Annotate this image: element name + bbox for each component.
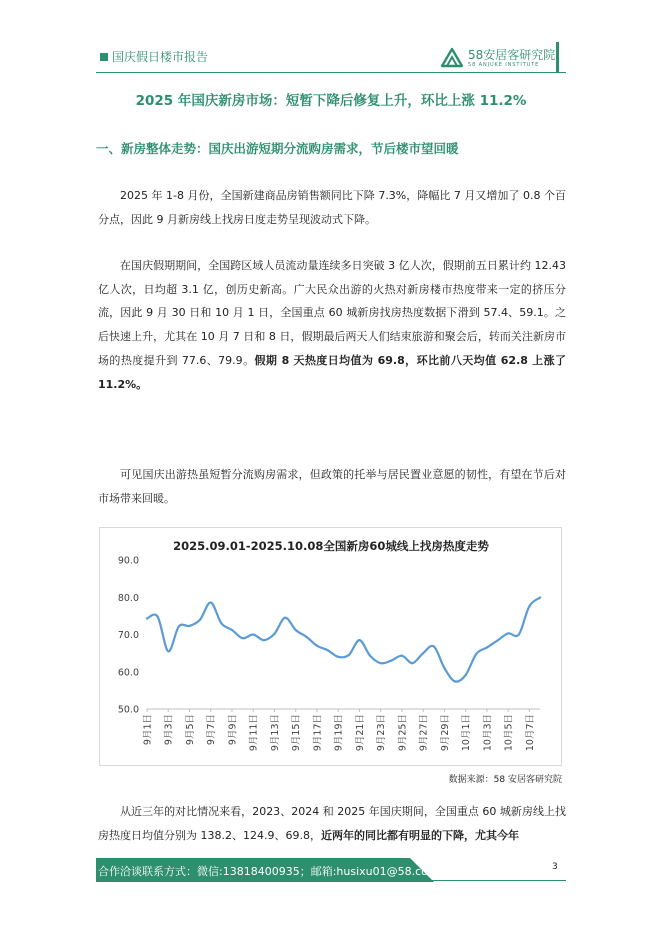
data-point xyxy=(252,633,254,635)
data-source: 数据来源：58 安居客研究院 xyxy=(448,775,562,785)
x-tick-label: 9月21日 xyxy=(354,714,366,752)
y-tick-label: 80.0 xyxy=(117,592,139,604)
data-point xyxy=(199,619,201,621)
paragraph-text: 从近三年的对比情况来看，2023、2024 和 2025 年国庆期间，全国重点 60 城新房线上找房热度日均值分别为 138.2、124.9、69.8， xyxy=(98,805,566,842)
data-point xyxy=(486,646,488,648)
header-marker xyxy=(100,53,108,61)
chart-title: 2025.09.01-2025.10.08全国新房60城线上找房热度走势 xyxy=(173,539,489,553)
series-line xyxy=(147,598,540,682)
x-tick-label: 9月9日 xyxy=(227,714,239,746)
paragraph-comparison xyxy=(98,800,566,847)
x-tick-label: 9月5日 xyxy=(184,714,196,746)
data-point xyxy=(263,639,265,641)
header-title: 国庆假日楼市报告 xyxy=(112,50,209,64)
x-tick-label: 9月17日 xyxy=(312,714,324,752)
data-point xyxy=(539,597,541,599)
data-point xyxy=(528,605,530,607)
data-point xyxy=(422,652,424,654)
data-point xyxy=(411,662,413,664)
data-point xyxy=(454,680,456,682)
data-point xyxy=(380,662,382,664)
x-tick-label: 9月15日 xyxy=(291,714,303,752)
x-tick-label: 9月1日 xyxy=(142,714,154,746)
institute-logo xyxy=(440,44,558,72)
x-tick-label: 9月13日 xyxy=(269,714,281,752)
data-point xyxy=(390,660,392,662)
paragraph-holiday-travel xyxy=(98,254,566,396)
data-point xyxy=(157,616,159,618)
data-point xyxy=(337,656,339,658)
data-point xyxy=(443,667,445,669)
data-point xyxy=(295,629,297,631)
data-point xyxy=(316,645,318,647)
logo-name: 58安居客研究院 xyxy=(468,48,556,62)
paragraph-highlight: 假期 8 天热度日均值为 69.8，环比前八天均值 62.8 上涨了 11.2%。 xyxy=(98,353,566,391)
y-tick-label: 90.0 xyxy=(117,555,139,567)
logo-subtitle: 58 ANJUKE INSTITUTE xyxy=(468,62,540,68)
data-point xyxy=(358,639,360,641)
y-tick-label: 60.0 xyxy=(117,667,139,679)
page-number: 3 xyxy=(552,862,558,872)
data-point xyxy=(369,655,371,657)
y-tick-label: 50.0 xyxy=(117,704,139,716)
section-title: 一、新房整体走势：国庆出游短期分流购房需求，节后楼市望回暖 xyxy=(96,141,459,156)
x-tick-label: 9月19日 xyxy=(333,714,345,752)
data-point xyxy=(348,654,350,656)
header-divider xyxy=(96,72,566,73)
data-point xyxy=(273,633,275,635)
paragraph-outlook xyxy=(98,463,566,510)
x-tick-label: 9月25日 xyxy=(397,714,409,752)
x-tick-label: 9月11日 xyxy=(248,714,260,752)
logo-icon xyxy=(440,46,464,68)
data-point xyxy=(305,636,307,638)
x-tick-label: 9月7日 xyxy=(206,714,218,746)
main-title: 2025 年国庆新房市场：短暂下降后修复上升，环比上涨 11.2% xyxy=(135,93,527,109)
x-tick-label: 10月5日 xyxy=(503,714,515,752)
x-tick-label: 9月3日 xyxy=(163,714,175,746)
data-point xyxy=(401,655,403,657)
paragraph-highlight: 近两年的同比都有明显的下降，尤其今年 xyxy=(320,828,519,842)
data-point xyxy=(496,639,498,641)
x-tick-label: 9月23日 xyxy=(376,714,388,752)
data-point xyxy=(188,625,190,627)
data-point xyxy=(220,622,222,624)
data-point xyxy=(475,653,477,655)
footer-divider xyxy=(96,880,566,881)
data-point xyxy=(231,629,233,631)
footer-contact: 合作洽谈联系方式：微信:13818400935；邮箱:husixu01@58.com xyxy=(98,865,439,878)
data-point xyxy=(178,625,180,627)
x-tick-label: 10月3日 xyxy=(482,714,494,752)
x-tick-label: 10月1日 xyxy=(461,714,473,752)
y-tick-label: 70.0 xyxy=(117,630,139,641)
data-point xyxy=(210,601,212,603)
x-tick-label: 9月27日 xyxy=(418,714,430,752)
heat-trend-chart xyxy=(99,527,562,766)
data-point xyxy=(284,617,286,619)
paragraph-text: 2025 年 1-8 月份，全国新建商品房销售额同比下降 7.3%，降幅比 7 月又增加了 0.8 个百分点，因此 9 月新房线上找房日度走势呈现波动式下降。 xyxy=(98,189,566,226)
x-tick-label: 9月29日 xyxy=(439,714,451,752)
data-point xyxy=(518,633,520,635)
data-point xyxy=(327,649,329,651)
data-point xyxy=(242,637,244,639)
x-tick-label: 10月7日 xyxy=(524,714,536,752)
data-point xyxy=(167,650,169,652)
paragraph-text: 在国庆假期期间，全国跨区域人员流动量连续多日突破 3 亿人次，假期前五日累计约 12.43 亿人次，日均超 3.1 亿，创历史新高。广大民众出游的火热对新房楼市热度带来一定的挤压分流，因此 9 月 30 日和 10 月 1 日，全国重点 60 城新房找房热度数据下滑到 57.4、59.1。之后快速上升，尤其在 10 月 7 日和 8 日，假期最后两天人们结束旅游和聚会后，转而关注新房市场的热度提升到 77.6、79.9。 xyxy=(98,259,566,367)
data-point xyxy=(433,645,435,647)
data-point xyxy=(465,674,467,676)
paragraph-text: 可见国庆出游热虽短暂分流购房需求，但政策的托举与居民置业意愿的韧性，有望在节后对市场带来回暖。 xyxy=(98,468,566,505)
header-accent-bar xyxy=(556,42,559,72)
data-point xyxy=(507,632,509,634)
paragraph-sales-trend xyxy=(98,184,566,231)
chart-canvas xyxy=(100,528,563,767)
data-point xyxy=(146,617,148,619)
